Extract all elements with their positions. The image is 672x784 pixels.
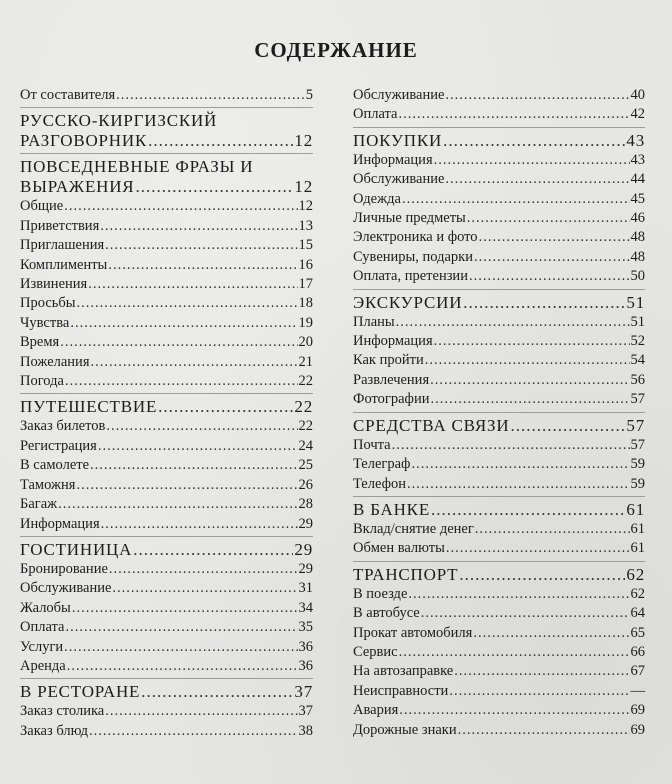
- toc-entry[interactable]: [353, 351, 645, 370]
- dot-leader: [469, 267, 630, 286]
- toc-entry-page-number: 21: [298, 353, 313, 370]
- toc-entry-label: Таможня: [20, 476, 76, 493]
- toc-entry-page-number: 43: [630, 151, 645, 168]
- toc-entry-label: В самолете: [20, 457, 90, 474]
- toc-entry[interactable]: [20, 657, 313, 676]
- toc-entry-page-number: 48: [630, 248, 645, 265]
- toc-entry[interactable]: [20, 333, 313, 352]
- dot-leader: [135, 177, 293, 197]
- dot-leader: [411, 455, 629, 474]
- toc-entry-label: Дорожные знаки: [353, 721, 457, 738]
- toc-entry-page-number: 29: [298, 560, 313, 577]
- toc-entry-label: Вклад/снятие денег: [353, 520, 474, 537]
- toc-entry-label: Бронирование: [20, 560, 108, 577]
- toc-section: [20, 540, 313, 679]
- toc-entry-label: Информация: [353, 333, 433, 350]
- dot-leader: [133, 540, 293, 560]
- toc-entry-page-number: 12: [294, 131, 313, 151]
- toc-entry-page-number: 48: [630, 229, 645, 246]
- toc-entry[interactable]: [353, 624, 645, 643]
- toc-entry[interactable]: [20, 437, 313, 456]
- toc-entry[interactable]: [353, 475, 645, 494]
- toc-section: [353, 565, 645, 742]
- dot-leader: [434, 151, 630, 170]
- toc-entry[interactable]: [20, 456, 313, 475]
- toc-entry[interactable]: [353, 267, 645, 286]
- dot-leader: [402, 190, 630, 209]
- toc-entry[interactable]: [20, 353, 313, 372]
- toc-entry-label: Обслуживание: [353, 171, 445, 188]
- dot-leader: [64, 638, 297, 657]
- toc-entry-label: На автозаправке: [353, 663, 454, 680]
- toc-entry-page-number: 36: [298, 657, 313, 674]
- toc-entry-page-number: 67: [630, 663, 645, 680]
- dot-leader: [398, 105, 629, 124]
- toc-entry[interactable]: [353, 209, 645, 228]
- toc-entry-page-number: 59: [630, 475, 645, 492]
- toc-entry-label: Оплата, претензии: [353, 268, 468, 285]
- dot-leader: [445, 86, 629, 105]
- toc-entry-page-number: 5: [305, 87, 313, 103]
- toc-entry-page-number: 35: [298, 619, 313, 636]
- toc-entry-page-number: 57: [630, 391, 645, 408]
- toc-entry-page-number: 26: [298, 476, 313, 493]
- toc-entry-page-number: 61: [626, 499, 645, 519]
- toc-entry-label: Фотографии: [353, 391, 430, 408]
- toc-entry[interactable]: [353, 313, 645, 332]
- dot-leader: [101, 515, 298, 534]
- dot-leader: [425, 351, 630, 370]
- toc-entry[interactable]: [353, 151, 645, 170]
- toc-section: [353, 416, 645, 497]
- toc-entry[interactable]: [20, 275, 313, 294]
- dot-leader: [510, 416, 625, 436]
- dot-leader: [98, 437, 298, 456]
- toc-entry-page-number: 50: [630, 268, 645, 285]
- toc-entry-label: Планы: [353, 313, 395, 330]
- toc-entry-page-number: 51: [626, 292, 645, 312]
- toc-entry[interactable]: [20, 599, 313, 618]
- dot-leader: [459, 565, 625, 585]
- toc-entry-label: Телефон: [353, 475, 406, 492]
- toc-entry-page-number: 57: [630, 436, 645, 453]
- toc-entry[interactable]: [353, 643, 645, 662]
- toc-entry-label: Заказ столика: [20, 703, 105, 720]
- dot-leader: [100, 217, 297, 236]
- section-heading[interactable]: [20, 682, 313, 702]
- toc-entry[interactable]: [353, 105, 645, 124]
- toc-entry-page-number: 61: [630, 540, 645, 557]
- toc-entry-page-number: 29: [294, 539, 313, 559]
- toc-entry-label: ГОСТИНИЦА: [20, 539, 133, 559]
- dot-leader: [479, 228, 630, 247]
- toc-entry-label: Комплименты: [20, 256, 108, 273]
- dot-leader: [148, 131, 293, 151]
- toc-entry-label: Время: [20, 334, 60, 351]
- toc-entry[interactable]: [353, 248, 645, 267]
- toc-entry[interactable]: [353, 86, 645, 105]
- toc-entry-page-number: 28: [298, 496, 313, 513]
- toc-entry-page-number: 31: [298, 580, 313, 597]
- section-heading[interactable]: [353, 293, 645, 313]
- toc-right-column: [353, 86, 645, 745]
- toc-entry[interactable]: [353, 604, 645, 623]
- toc-entry[interactable]: [353, 332, 645, 351]
- dot-leader: [77, 294, 298, 313]
- toc-entry-label: ЭКСКУРСИИ: [353, 292, 463, 312]
- toc-entry-page-number: 25: [298, 457, 313, 474]
- toc-entry[interactable]: [353, 190, 645, 209]
- toc-entry-page-number: 37: [294, 682, 313, 702]
- toc-entry-label: Обслуживание: [20, 580, 112, 597]
- toc-entry-page-number: 12: [298, 198, 313, 215]
- dot-leader: [443, 131, 625, 151]
- toc-entry[interactable]: [353, 539, 645, 558]
- dot-leader: [58, 495, 297, 514]
- toc-entry-label: Чувства: [20, 314, 70, 331]
- dot-leader: [392, 436, 630, 455]
- dot-leader: [408, 585, 629, 604]
- dot-leader: [65, 372, 298, 391]
- toc-entry-label: От составителя: [20, 87, 116, 103]
- dot-leader: [64, 197, 297, 216]
- toc-entry[interactable]: [20, 256, 313, 275]
- toc-entry-label: Оплата: [20, 619, 65, 636]
- toc-entry[interactable]: [20, 217, 313, 236]
- toc-entry-label: СРЕДСТВА СВЯЗИ: [353, 415, 510, 435]
- toc-entry-label: Приветствия: [20, 217, 100, 234]
- toc-entry-page-number: 62: [626, 564, 645, 584]
- dot-leader: [421, 604, 630, 623]
- toc-entry[interactable]: [353, 228, 645, 247]
- toc-entry-page-number: 12: [294, 177, 313, 197]
- toc-entry-page-number: 16: [298, 256, 313, 273]
- dot-leader: [67, 657, 298, 676]
- toc-section: [20, 111, 313, 154]
- toc-entry-label: Личные предметы: [353, 210, 466, 227]
- dot-leader: [109, 560, 298, 579]
- toc-section: [353, 131, 645, 290]
- dot-leader: [473, 624, 629, 643]
- dot-leader: [105, 702, 297, 721]
- toc-entry-label: Как пройти: [353, 352, 424, 369]
- dot-leader: [116, 86, 305, 105]
- dot-leader: [399, 643, 630, 662]
- toc-entry[interactable]: [20, 236, 313, 255]
- toc-entry-page-number: 29: [298, 515, 313, 532]
- toc-entry-page-number: 51: [630, 313, 645, 330]
- dot-leader: [458, 721, 630, 740]
- toc-entry-page-number: 20: [298, 334, 313, 351]
- toc-entry[interactable]: [353, 682, 645, 701]
- section-heading-line: ПОВСЕДНЕВНЫЕ ФРАЗЫ И: [20, 157, 254, 177]
- dot-leader: [454, 662, 629, 681]
- toc-entry-page-number: 65: [630, 624, 645, 641]
- toc-entry-page-number: 64: [630, 605, 645, 622]
- toc-entry-label: Развлечения: [353, 371, 430, 388]
- toc-entry-label: ПОКУПКИ: [353, 130, 443, 150]
- toc-entry[interactable]: [20, 515, 313, 534]
- toc-entry-page-number: 38: [298, 722, 313, 739]
- toc-entry-label: Авария: [353, 702, 399, 719]
- toc-entry-page-number: 24: [298, 437, 313, 454]
- toc-entry-label: Обслуживание: [353, 87, 445, 103]
- toc-entry-label: ПУТЕШЕСТВИЕ: [20, 397, 158, 417]
- section-heading[interactable]: [20, 131, 313, 151]
- toc-entry[interactable]: [353, 170, 645, 189]
- toc-entry-label: Извинения: [20, 276, 88, 293]
- dot-leader: [430, 371, 629, 390]
- toc-entry-label: Сервис: [353, 643, 398, 660]
- toc-section: [20, 397, 313, 536]
- toc-entry[interactable]: [20, 638, 313, 657]
- toc-entry[interactable]: [20, 372, 313, 391]
- toc-entry-page-number: 57: [626, 415, 645, 435]
- toc-entry[interactable]: [353, 701, 645, 720]
- toc-entry[interactable]: [353, 390, 645, 409]
- toc-entry-label: Оплата: [353, 106, 398, 123]
- dot-leader: [106, 417, 297, 436]
- toc-entry[interactable]: [20, 197, 313, 216]
- toc-entry[interactable]: [20, 314, 313, 333]
- toc-entry-page-number: 13: [298, 217, 313, 234]
- toc-entry-page-number: 54: [630, 352, 645, 369]
- toc-entry[interactable]: [353, 520, 645, 539]
- toc-entry-label: Общие: [20, 198, 64, 215]
- toc-entry-page-number: 69: [630, 721, 645, 738]
- toc-entry-page-number: 61: [630, 520, 645, 537]
- toc-entry-label: Регистрация: [20, 437, 97, 454]
- toc-entry-page-number: 43: [626, 130, 645, 150]
- dot-leader: [90, 353, 297, 372]
- toc-entry-page-number: 66: [630, 643, 645, 660]
- toc-entry[interactable]: [20, 560, 313, 579]
- dot-leader: [76, 476, 297, 495]
- toc-entry[interactable]: [20, 476, 313, 495]
- toc-entry-label: Просьбы: [20, 295, 76, 312]
- dot-leader: [430, 390, 629, 409]
- dot-leader: [407, 475, 630, 494]
- toc-entry-page-number: 62: [630, 585, 645, 602]
- toc-entry-label: Услуги: [20, 638, 64, 655]
- toc-entry[interactable]: [353, 455, 645, 474]
- section-heading[interactable]: [20, 540, 313, 560]
- dot-leader: [89, 722, 297, 741]
- dot-leader: [158, 397, 293, 417]
- toc-entry[interactable]: [20, 702, 313, 721]
- toc-entry[interactable]: [20, 495, 313, 514]
- toc-entry[interactable]: [353, 721, 645, 740]
- toc-entry-page-number: 22: [298, 418, 313, 435]
- toc-entry-page-number: —: [630, 682, 645, 699]
- toc-entry-label: Одежда: [353, 190, 401, 207]
- toc-entry-page-number: 15: [298, 237, 313, 254]
- toc-entry[interactable]: [353, 662, 645, 681]
- dot-leader: [474, 248, 630, 267]
- toc-section: [353, 86, 645, 128]
- toc-entry[interactable]: [353, 585, 645, 604]
- toc-entry-label: Багаж: [20, 496, 58, 513]
- toc-entry-page-number: 56: [630, 371, 645, 388]
- dot-leader: [445, 170, 629, 189]
- dot-leader: [60, 333, 297, 352]
- toc-section: [353, 293, 645, 413]
- toc-entry-page-number: 59: [630, 456, 645, 473]
- dot-leader: [112, 579, 297, 598]
- section-heading[interactable]: [20, 177, 313, 197]
- toc-entry[interactable]: [353, 436, 645, 455]
- toc-entry-page-number: 42: [630, 106, 645, 123]
- toc-entry-page-number: 46: [630, 210, 645, 227]
- toc-entry-label: Электроника и фото: [353, 229, 478, 246]
- section-heading-line: РУССКО-КИРГИЗСКИЙ: [20, 111, 218, 131]
- toc-entry-page-number: 22: [298, 373, 313, 390]
- toc-entry-page-number: 19: [298, 314, 313, 331]
- toc-entry[interactable]: [20, 86, 313, 105]
- toc-entry[interactable]: [20, 294, 313, 313]
- dot-leader: [396, 313, 630, 332]
- dot-leader: [65, 618, 297, 637]
- toc-entry-label: Почта: [353, 436, 391, 453]
- toc-entry-label: Заказ блюд: [20, 722, 89, 739]
- toc-entry-label: Информация: [353, 151, 433, 168]
- toc-entry-label: В поезде: [353, 585, 408, 602]
- toc-entry-label: Пожелания: [20, 353, 90, 370]
- toc-entry-page-number: 37: [298, 703, 313, 720]
- toc-entry[interactable]: [20, 417, 313, 436]
- dot-leader: [88, 275, 297, 294]
- toc-section: [20, 86, 313, 108]
- toc-entry-label: Сувениры, подарки: [353, 248, 473, 265]
- toc-section: [353, 500, 645, 562]
- section-heading[interactable]: [353, 500, 645, 520]
- section-heading[interactable]: [353, 565, 645, 585]
- dot-leader: [467, 209, 630, 228]
- toc-entry[interactable]: [20, 579, 313, 598]
- toc-entry-label: Прокат автомобиля: [353, 624, 473, 641]
- dot-leader: [141, 682, 293, 702]
- dot-leader: [399, 701, 629, 720]
- toc-entry-page-number: 40: [630, 87, 645, 103]
- dot-leader: [475, 520, 630, 539]
- section-heading[interactable]: [353, 131, 645, 151]
- toc-entry[interactable]: [20, 618, 313, 637]
- toc-entry-label: Аренда: [20, 657, 66, 674]
- dot-leader: [72, 599, 298, 618]
- dot-leader: [449, 682, 629, 701]
- toc-entry-label: Неисправности: [353, 682, 449, 699]
- dot-leader: [431, 500, 625, 520]
- toc-entry-page-number: 44: [630, 171, 645, 188]
- toc-entry-label: Погода: [20, 373, 64, 390]
- toc-entry-label: ВЫРАЖЕНИЯ: [20, 177, 135, 197]
- toc-entry-page-number: 17: [298, 276, 313, 293]
- dot-leader: [105, 236, 297, 255]
- toc-entry-page-number: 69: [630, 702, 645, 719]
- toc-section: [20, 157, 313, 394]
- toc-entry-label: Обмен валюты: [353, 540, 445, 557]
- toc-entry-page-number: 36: [298, 638, 313, 655]
- toc-entry-label: Приглашения: [20, 237, 105, 254]
- toc-entry-label: Заказ билетов: [20, 418, 106, 435]
- toc-entry-page-number: 45: [630, 190, 645, 207]
- dot-leader: [90, 456, 297, 475]
- toc-entry[interactable]: [353, 371, 645, 390]
- toc-entry-label: В БАНКЕ: [353, 499, 431, 519]
- toc-entry-page-number: 18: [298, 295, 313, 312]
- toc-entry-label: Телеграф: [353, 456, 411, 473]
- toc-entry-label: ТРАНСПОРТ: [353, 564, 459, 584]
- dot-leader: [434, 332, 630, 351]
- dot-leader: [70, 314, 297, 333]
- toc-entry[interactable]: [20, 722, 313, 741]
- dot-leader: [108, 256, 297, 275]
- toc-entry-label: В автобусе: [353, 605, 420, 622]
- dot-leader: [463, 293, 625, 313]
- toc-entry-label: Жалобы: [20, 599, 71, 616]
- toc-section: [20, 682, 313, 743]
- dot-leader: [446, 539, 630, 558]
- toc-left-column: [20, 86, 313, 746]
- section-heading[interactable]: [353, 416, 645, 436]
- toc-entry-page-number: 34: [298, 599, 313, 616]
- toc-entry-page-number: 22: [294, 397, 313, 417]
- toc-entry-label: Информация: [20, 515, 100, 532]
- page-title: СОДЕРЖАНИЕ: [254, 38, 418, 62]
- toc-entry-label: В РЕСТОРАНЕ: [20, 682, 141, 702]
- section-heading[interactable]: [20, 397, 313, 417]
- toc-entry-label: РАЗГОВОРНИК: [20, 131, 148, 151]
- toc-entry-page-number: 52: [630, 333, 645, 350]
